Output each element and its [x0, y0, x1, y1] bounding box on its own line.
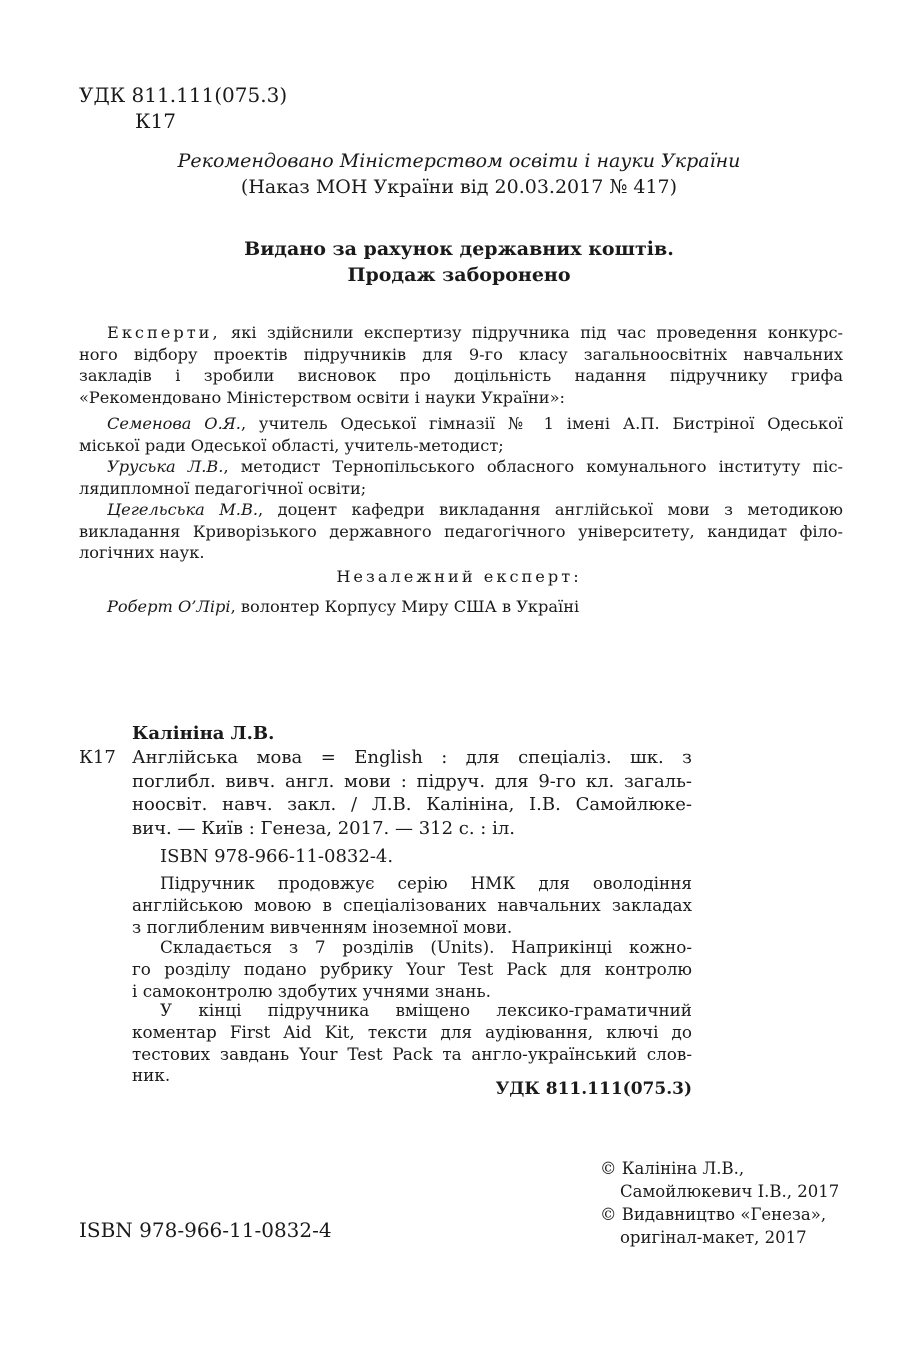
annotation-paragraph-1 — [132, 873, 692, 938]
bib-line4: вич. — Київ : Генеза, 2017. — 312 с. : іл. — [132, 817, 516, 839]
independent-expert — [107, 596, 579, 617]
annotation-line: го розділу подано рубрику Your Test Pack для контролю — [132, 958, 692, 979]
copyright-line: © Калініна Л.В., — [600, 1159, 745, 1178]
experts-word: Експерти, — [107, 323, 221, 342]
annotation-paragraph-3 — [132, 1000, 692, 1087]
author-name: Калініна Л.В. — [132, 723, 275, 744]
annotation-line: Складається з 7 розділів (Units). Наприкінці кожно- — [160, 937, 692, 957]
copyright-line: © Видавництво «Генеза», — [600, 1205, 827, 1224]
bibliography-code: К17 — [79, 747, 116, 768]
expert-desc: , методист Тернопільського обласного комунального інституту піс- — [223, 457, 843, 476]
experts-line4: «Рекомендовано Міністерством освіти і науки України»: — [79, 387, 565, 407]
recommendation-line: Рекомендовано Міністерством освіти і науки України — [177, 150, 741, 172]
annotation-line: з поглибленим вивченням іноземної мови. — [132, 916, 513, 937]
udk-bold: УДК 811.111(075.3) — [495, 1079, 692, 1099]
annotation-line: англійською мовою в спеціалізованих навчальних закладах — [132, 894, 692, 915]
bib-line1: Англійська мова = English : для спеціаліз. шк. з — [132, 747, 692, 768]
isbn-line: ISBN 978-966-11-0832-4. — [160, 846, 394, 867]
annotation-paragraph-2 — [132, 937, 692, 1002]
expert-desc-line3: логічних наук. — [79, 543, 205, 562]
bib-line2: поглибл. вивч. англ. мови : підруч. для 9-го кл. загаль- — [132, 770, 692, 792]
expert-name: Уруська Л.В. — [107, 457, 224, 476]
experts-line3: закладів і зробили висновок про доцільність надання підручнику грифа — [79, 366, 843, 385]
independent-expert-desc: , волонтер Корпусу Миру США в Україні — [230, 597, 580, 616]
experts-intro — [79, 322, 843, 408]
expert-desc-line2: викладання Криворізького державного педагогічного університету, кандидат філо- — [79, 521, 843, 541]
copyright-block — [600, 1157, 839, 1249]
isbn-bottom: ISBN 978-966-11-0832-4 — [79, 1218, 332, 1242]
expert-name: Семенова О.Я. — [107, 414, 241, 433]
order-line: (Наказ МОН України від 20.03.2017 № 417) — [240, 176, 678, 198]
expert-entry-2 — [79, 456, 843, 499]
experts-line2: ного відбору проектів підручників для 9-го класу загальноосвітніх навчальних — [79, 344, 843, 364]
bibliography-entry — [132, 746, 692, 840]
annotation-line: У кінці підручника вміщено лексико-граматичний — [160, 1000, 692, 1020]
expert-desc: , учитель Одеської гімназії № 1 імені А.П. Бистріної Одеської — [240, 414, 843, 433]
annotation-line: коментар First Aid Kit, тексти для аудіювання, ключі до — [132, 1021, 692, 1042]
independent-expert-heading: Незалежний експерт: — [336, 567, 582, 586]
copyright-line: оригінал-макет, 2017 — [620, 1228, 807, 1247]
experts-line1: які здійснили експертизу підручника під час проведення конкурс- — [220, 323, 843, 342]
annotation-line: ник. — [132, 1065, 171, 1086]
annotation-line: тестових завдань Your Test Pack та англо-український слов- — [132, 1043, 692, 1064]
annotation-line: Підручник продовжує серію НМК для оволодіння — [160, 873, 692, 893]
expert-entry-3 — [79, 499, 843, 564]
sale-forbidden-notice: Продаж заборонено — [347, 264, 571, 286]
expert-desc-line2: лядипломної педагогічної освіти; — [79, 478, 367, 498]
bib-line3: ноосвіт. навч. закл. / Л.В. Калініна, І.В. Самойлюке- — [132, 794, 692, 815]
independent-expert-name: Роберт О’Лірі — [107, 597, 231, 616]
expert-desc-line2: міської ради Одеської області, учитель-методист; — [79, 435, 504, 455]
expert-entry-1 — [79, 413, 843, 456]
catalog-code: К17 — [135, 109, 176, 133]
expert-desc: , доцент кафедри викладання англійської мови з методикою — [258, 500, 843, 519]
copyright-line: Самойлюкевич І.В., 2017 — [620, 1182, 840, 1201]
annotation-line: і самоконтролю здобутих учнями знань. — [132, 980, 491, 1001]
state-funds-notice: Видано за рахунок державних коштів. — [244, 238, 674, 260]
udk-code: УДК 811.111(075.3) — [79, 83, 288, 107]
expert-name: Цегельська М.В. — [107, 500, 258, 519]
